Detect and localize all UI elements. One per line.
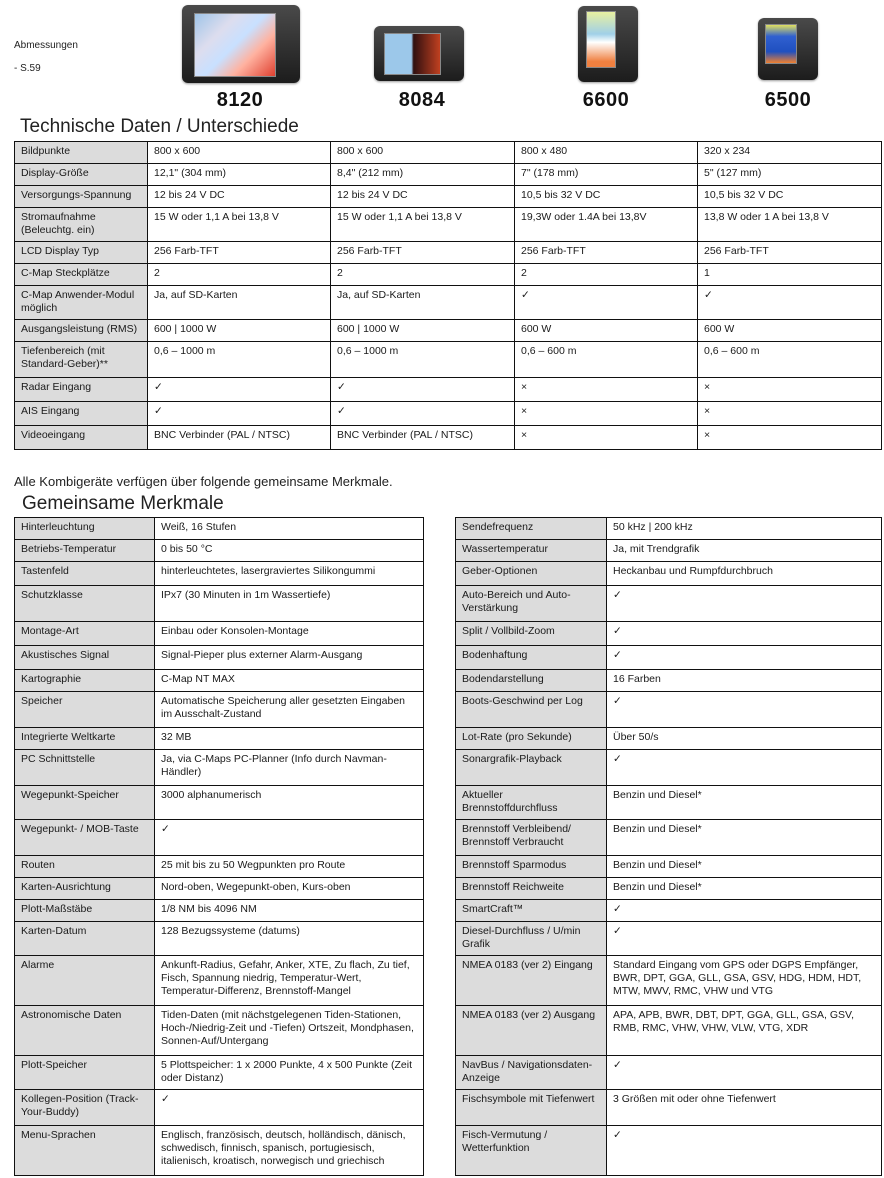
feature-row <box>15 750 424 786</box>
tech-cell-6600: × <box>515 378 698 402</box>
tech-cell-8084: BNC Verbinder (PAL / NTSC) <box>331 426 515 450</box>
tech-cell-8120: 600 | 1000 W <box>148 320 331 342</box>
tech-cell-6500: × <box>698 426 882 450</box>
feature-label: Schutzklasse <box>15 586 155 622</box>
feature-value: ✓ <box>607 646 882 670</box>
device-image-8084 <box>374 26 464 81</box>
feature-value: Benzin und Diesel* <box>607 820 882 856</box>
common-features-intro: Alle Kombigeräte verfügen über folgende gemeinsame Merkmale. <box>14 474 393 489</box>
feature-value: 32 MB <box>155 728 424 750</box>
feature-label: Tastenfeld <box>15 562 155 586</box>
feature-row <box>15 878 424 900</box>
feature-label: Wassertemperatur <box>456 540 607 562</box>
feature-value: Heckanbau und Rumpfdurchbruch <box>607 562 882 586</box>
tech-row-label: C-Map Steckplätze <box>15 264 148 286</box>
feature-row <box>15 1056 424 1090</box>
feature-value: 1/8 NM bis 4096 NM <box>155 900 424 922</box>
feature-label: Boots-Geschwind per Log <box>456 692 607 728</box>
tech-cell-8084: ✓ <box>331 402 515 426</box>
tech-row-label: Ausgangsleistung (RMS) <box>15 320 148 342</box>
feature-row <box>15 646 424 670</box>
feature-row <box>456 900 882 922</box>
tech-row-label: Stromaufnahme (Beleuchtg. ein) <box>15 208 148 242</box>
feature-row <box>15 820 424 856</box>
feature-row <box>456 922 882 956</box>
feature-row <box>456 670 882 692</box>
feature-value: Benzin und Diesel* <box>607 878 882 900</box>
feature-value: C-Map NT MAX <box>155 670 424 692</box>
feature-row <box>456 646 882 670</box>
feature-row <box>456 856 882 878</box>
feature-value: ✓ <box>607 1056 882 1090</box>
tech-cell-8120: 0,6 – 1000 m <box>148 342 331 378</box>
tech-cell-6600: 2 <box>515 264 698 286</box>
tech-row <box>15 378 882 402</box>
tech-row <box>15 142 882 164</box>
feature-label: Split / Vollbild-Zoom <box>456 622 607 646</box>
tech-cell-6500: 600 W <box>698 320 882 342</box>
tech-data-title: Technische Daten / Unterschiede <box>20 116 299 137</box>
feature-row <box>15 956 424 1006</box>
feature-label: Lot-Rate (pro Sekunde) <box>456 728 607 750</box>
feature-value: 5 Plottspeicher: 1 x 2000 Punkte, 4 x 500 Punkte (Zeit oder Distanz) <box>155 1056 424 1090</box>
tech-cell-6600: 10,5 bis 32 V DC <box>515 186 698 208</box>
feature-value: 0 bis 50 °C <box>155 540 424 562</box>
feature-value: Ankunft-Radius, Gefahr, Anker, XTE, Zu flach, Zu tief, Fisch, Spannung niedrig, Temperatur-Wert, Temperatur-Differenz, Brennstoff-Mangel <box>155 956 424 1006</box>
tech-cell-8084: 256 Farb-TFT <box>331 242 515 264</box>
feature-label: NMEA 0183 (ver 2) Ausgang <box>456 1006 607 1056</box>
feature-row <box>456 562 882 586</box>
feature-value: 25 mit bis zu 50 Wegpunkten pro Route <box>155 856 424 878</box>
tech-cell-6500: 1 <box>698 264 882 286</box>
feature-row <box>456 750 882 786</box>
tech-cell-6600: ✓ <box>515 286 698 320</box>
feature-row <box>456 586 882 622</box>
feature-value: 16 Farben <box>607 670 882 692</box>
feature-label: Kartographie <box>15 670 155 692</box>
feature-label: Plott-Maßstäbe <box>15 900 155 922</box>
tech-cell-8120: 12,1" (304 mm) <box>148 164 331 186</box>
tech-cell-8084: 15 W oder 1,1 A bei 13,8 V <box>331 208 515 242</box>
feature-label: Wegepunkt-Speicher <box>15 786 155 820</box>
tech-cell-6500: × <box>698 378 882 402</box>
feature-label: Plott-Speicher <box>15 1056 155 1090</box>
feature-row <box>456 1126 882 1176</box>
device-image-6500 <box>758 18 818 80</box>
tech-cell-6500: 256 Farb-TFT <box>698 242 882 264</box>
feature-label: Brennstoff Verbleibend/ Brennstoff Verbraucht <box>456 820 607 856</box>
tech-cell-8120: 800 x 600 <box>148 142 331 164</box>
feature-label: Akustisches Signal <box>15 646 155 670</box>
tech-row <box>15 426 882 450</box>
tech-cell-6600: 256 Farb-TFT <box>515 242 698 264</box>
tech-row <box>15 208 882 242</box>
tech-cell-8120: 256 Farb-TFT <box>148 242 331 264</box>
tech-cell-8084: 2 <box>331 264 515 286</box>
feature-row <box>456 1006 882 1056</box>
feature-label: Brennstoff Sparmodus <box>456 856 607 878</box>
feature-label: PC Schnittstelle <box>15 750 155 786</box>
tech-cell-8120: ✓ <box>148 402 331 426</box>
feature-row <box>456 1056 882 1090</box>
feature-label: Astronomische Daten <box>15 1006 155 1056</box>
feature-row <box>456 878 882 900</box>
tech-cell-6600: × <box>515 426 698 450</box>
feature-label: Bodenhaftung <box>456 646 607 670</box>
feature-row <box>15 622 424 646</box>
common-features-title: Gemeinsame Merkmale <box>22 493 224 514</box>
tech-cell-6500: 320 x 234 <box>698 142 882 164</box>
feature-row <box>456 728 882 750</box>
tech-cell-6500: 5" (127 mm) <box>698 164 882 186</box>
tech-cell-6500: 0,6 – 600 m <box>698 342 882 378</box>
tech-cell-8084: 0,6 – 1000 m <box>331 342 515 378</box>
feature-value: ✓ <box>155 820 424 856</box>
model-8120: 8120 <box>216 89 264 111</box>
feature-value: ✓ <box>607 622 882 646</box>
feature-value: 3000 alphanumerisch <box>155 786 424 820</box>
feature-value: ✓ <box>607 900 882 922</box>
tech-cell-6500: ✓ <box>698 286 882 320</box>
feature-row <box>456 956 882 1006</box>
feature-row <box>15 856 424 878</box>
tech-row <box>15 286 882 320</box>
feature-value: Standard Eingang vom GPS oder DGPS Empfänger, BWR, DPT, GGA, GLL, GSA, GSV, HDG, HDM, HDT, MTW, MWV, RMC, VHW und VTG <box>607 956 882 1006</box>
feature-label: Betriebs-Temperatur <box>15 540 155 562</box>
feature-label: Diesel-Durchfluss / U/min Grafik <box>456 922 607 956</box>
feature-value: ✓ <box>155 1090 424 1126</box>
feature-label: Speicher <box>15 692 155 728</box>
tech-row-label: Versorgungs-Spannung <box>15 186 148 208</box>
tech-cell-8084: ✓ <box>331 378 515 402</box>
feature-value: Weiß, 16 Stufen <box>155 518 424 540</box>
tech-row <box>15 186 882 208</box>
tech-row-label: Radar Eingang <box>15 378 148 402</box>
feature-value: APA, APB, BWR, DBT, DPT, GGA, GLL, GSA, GSV, RMB, RMC, VHW, VHW, VLW, VTG, XDR <box>607 1006 882 1056</box>
feature-value: ✓ <box>607 586 882 622</box>
feature-value: ✓ <box>607 922 882 956</box>
feature-value: 128 Bezugssysteme (datums) <box>155 922 424 956</box>
feature-row <box>456 622 882 646</box>
tech-cell-6600: 800 x 480 <box>515 142 698 164</box>
feature-row <box>15 922 424 956</box>
feature-row <box>15 670 424 692</box>
feature-label: Menu-Sprachen <box>15 1126 155 1176</box>
tech-cell-8084: 8,4" (212 mm) <box>331 164 515 186</box>
tech-cell-8120: 2 <box>148 264 331 286</box>
tech-row <box>15 264 882 286</box>
model-6500: 6500 <box>764 89 812 111</box>
tech-cell-8084: Ja, auf SD-Karten <box>331 286 515 320</box>
tech-row <box>15 342 882 378</box>
tech-cell-8120: BNC Verbinder (PAL / NTSC) <box>148 426 331 450</box>
model-8084: 8084 <box>398 89 446 111</box>
tech-cell-6600: 0,6 – 600 m <box>515 342 698 378</box>
feature-label: SmartCraft™ <box>456 900 607 922</box>
feature-row <box>15 728 424 750</box>
feature-value: IPx7 (30 Minuten in 1m Wassertiefe) <box>155 586 424 622</box>
feature-label: Aktueller Brennstoffdurchfluss <box>456 786 607 820</box>
feature-row <box>15 540 424 562</box>
feature-label: Sonargrafik-Playback <box>456 750 607 786</box>
tech-cell-6600: 19,3W oder 1.4A bei 13,8V <box>515 208 698 242</box>
feature-label: Karten-Datum <box>15 922 155 956</box>
feature-row <box>15 1006 424 1056</box>
feature-value: hinterleuchtetes, lasergraviertes Silikongummi <box>155 562 424 586</box>
tech-row-label: Tiefenbereich (mit Standard-Geber)** <box>15 342 148 378</box>
dimensions-label: Abmessungen <box>14 40 78 51</box>
feature-row <box>456 518 882 540</box>
feature-label: Auto-Bereich und Auto-Verstärkung <box>456 586 607 622</box>
tech-row <box>15 164 882 186</box>
tech-cell-8120: Ja, auf SD-Karten <box>148 286 331 320</box>
feature-value: Über 50/s <box>607 728 882 750</box>
feature-value: ✓ <box>607 1126 882 1176</box>
feature-label: Bodendarstellung <box>456 670 607 692</box>
feature-label: Wegepunkt- / MOB-Taste <box>15 820 155 856</box>
tech-data-table <box>14 141 882 450</box>
feature-label: Geber-Optionen <box>456 562 607 586</box>
feature-value: Ja, mit Trendgrafik <box>607 540 882 562</box>
feature-row <box>456 540 882 562</box>
tech-cell-6600: 600 W <box>515 320 698 342</box>
feature-value: 50 kHz | 200 kHz <box>607 518 882 540</box>
feature-label: Alarme <box>15 956 155 1006</box>
common-features-table-left <box>14 517 424 1176</box>
feature-row <box>15 1126 424 1176</box>
feature-row <box>15 586 424 622</box>
tech-cell-8120: ✓ <box>148 378 331 402</box>
tech-row-label: Videoeingang <box>15 426 148 450</box>
tech-row-label: C-Map Anwender-Modul möglich <box>15 286 148 320</box>
feature-value: Signal-Pieper plus externer Alarm-Ausgang <box>155 646 424 670</box>
feature-label: Hinterleuchtung <box>15 518 155 540</box>
feature-row <box>456 692 882 728</box>
tech-row <box>15 402 882 426</box>
tech-row <box>15 320 882 342</box>
feature-label: NMEA 0183 (ver 2) Eingang <box>456 956 607 1006</box>
tech-cell-6600: 7" (178 mm) <box>515 164 698 186</box>
feature-value: Einbau oder Konsolen-Montage <box>155 622 424 646</box>
feature-row <box>456 786 882 820</box>
tech-cell-6600: × <box>515 402 698 426</box>
feature-value: Benzin und Diesel* <box>607 856 882 878</box>
tech-cell-8084: 600 | 1000 W <box>331 320 515 342</box>
common-features-table-right <box>455 517 882 1176</box>
feature-value: 3 Größen mit oder ohne Tiefenwert <box>607 1090 882 1126</box>
feature-label: Brennstoff Reichweite <box>456 878 607 900</box>
feature-label: Fischsymbole mit Tiefenwert <box>456 1090 607 1126</box>
feature-label: Montage-Art <box>15 622 155 646</box>
feature-row <box>456 1090 882 1126</box>
feature-row <box>15 786 424 820</box>
tech-row-label: AIS Eingang <box>15 402 148 426</box>
feature-value: ✓ <box>607 750 882 786</box>
page-reference: - S.59 <box>14 63 41 74</box>
feature-row <box>15 562 424 586</box>
feature-value: Benzin und Diesel* <box>607 786 882 820</box>
feature-row <box>15 1090 424 1126</box>
feature-value: Automatische Speicherung aller gesetzten Eingaben im Ausschalt-Zustand <box>155 692 424 728</box>
feature-label: Kollegen-Position (Track-Your-Buddy) <box>15 1090 155 1126</box>
tech-cell-6500: 13,8 W oder 1 A bei 13,8 V <box>698 208 882 242</box>
tech-row-label: Bildpunkte <box>15 142 148 164</box>
feature-row <box>15 692 424 728</box>
feature-label: Fisch-Vermutung / Wetterfunktion <box>456 1126 607 1176</box>
feature-row <box>15 518 424 540</box>
device-image-6600 <box>578 6 638 82</box>
model-6600: 6600 <box>582 89 630 111</box>
tech-cell-6500: × <box>698 402 882 426</box>
feature-label: Karten-Ausrichtung <box>15 878 155 900</box>
tech-cell-6500: 10,5 bis 32 V DC <box>698 186 882 208</box>
tech-cell-8120: 15 W oder 1,1 A bei 13,8 V <box>148 208 331 242</box>
feature-row <box>456 820 882 856</box>
feature-value: Englisch, französisch, deutsch, holländisch, dänisch, schwedisch, finnisch, spanisch, portugiesisch, italienisch, kroatisch, norwegisch und griechisch <box>155 1126 424 1176</box>
feature-label: Routen <box>15 856 155 878</box>
feature-label: NavBus / Navigationsdaten-Anzeige <box>456 1056 607 1090</box>
feature-row <box>15 900 424 922</box>
tech-row <box>15 242 882 264</box>
feature-label: Sendefrequenz <box>456 518 607 540</box>
tech-cell-8120: 12 bis 24 V DC <box>148 186 331 208</box>
feature-value: Ja, via C-Maps PC-Planner (Info durch Navman-Händler) <box>155 750 424 786</box>
feature-label: Integrierte Weltkarte <box>15 728 155 750</box>
tech-row-label: LCD Display Typ <box>15 242 148 264</box>
feature-value: Nord-oben, Wegepunkt-oben, Kurs-oben <box>155 878 424 900</box>
tech-cell-8084: 12 bis 24 V DC <box>331 186 515 208</box>
feature-value: ✓ <box>607 692 882 728</box>
device-image-8120 <box>182 5 300 83</box>
feature-value: Tiden-Daten (mit nächstgelegenen Tiden-Stationen, Hoch-/Niedrig-Zeit und -Tiefen) Ortszeit, Mondphasen, Sonnen-Auf/Untergang <box>155 1006 424 1056</box>
tech-cell-8084: 800 x 600 <box>331 142 515 164</box>
tech-row-label: Display-Größe <box>15 164 148 186</box>
